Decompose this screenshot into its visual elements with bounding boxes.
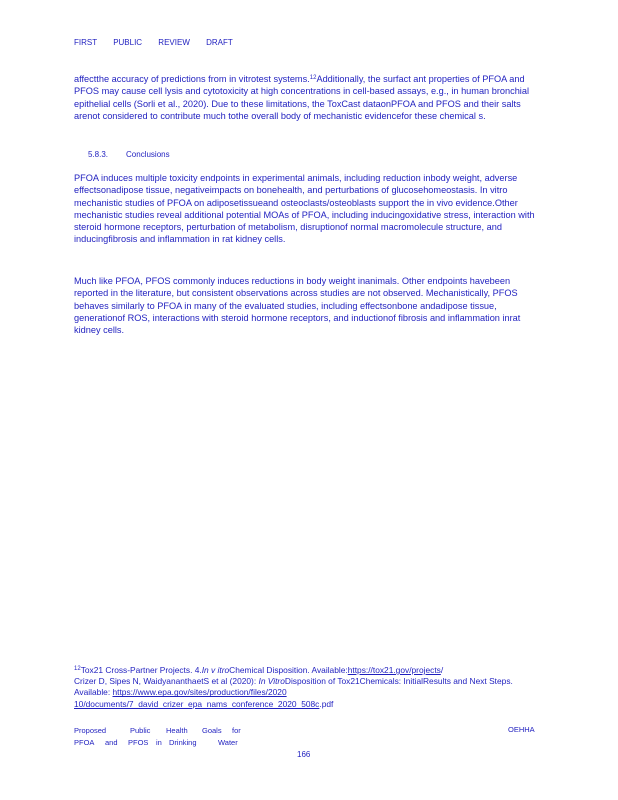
footnote-crizer: [74, 676, 544, 710]
footer-word: Public: [130, 726, 151, 735]
footnote-block: [74, 665, 544, 710]
footnote-12: [74, 665, 544, 676]
fn2-text-post: Disposition of Tox21Chemicals: InitialResults and Next Steps. Available:: [74, 676, 513, 698]
footnote-ref-12[interactable]: 12: [309, 75, 317, 81]
paragraph-toxcast-limitations: [74, 73, 544, 122]
footer-word: Goals: [202, 726, 222, 735]
section-number: 5.8.3.: [88, 150, 109, 159]
footer-document-title: [74, 725, 241, 749]
footer-word: and: [105, 738, 118, 747]
footer-word: Proposed: [74, 726, 107, 735]
paragraph-pfoa-conclusions: PFOA induces multiple toxicity endpoints in experimental animals, including reduction inbody weight, adverse effectsonadipose tissue, negativeimpacts on bonehealth, and perturbations of glucosehomeostasis. In vitro mechanistic studies of PFOA on adiposetissueand osteoclasts/osteoblasts support the in vivo evidence.Other mechanistic studies reveal additional potential MOAs of PFOA, including inducingoxidative stress, interaction with steroid hormone receptors, perturbation of metabolism, disruptionof normal macromolecule structure, and inducingfibrosis and inflammation in rat kidney cells.: [74, 173, 535, 245]
page-number: 166: [297, 750, 311, 759]
draft-header: FIRST PUBLIC REVIEW DRAFT: [74, 38, 233, 47]
footnote-number: 12: [74, 666, 81, 672]
epa-crizer-link-part1[interactable]: https://www.epa.gov/sites/production/files/2020: [112, 687, 287, 698]
footer-word: PFOS: [128, 738, 149, 747]
section-title: Conclusions: [126, 150, 170, 159]
para1-text-b: Additionally, the surfact ant properties of PFOA and PFOS may cause cell lysis and cytotoxicity at high concentrations in cell-based assays, e.g., in human bronchial epithelial cells (Sorli et al., 2020). Due to these limitations, the ToxCast dataonPFOA and PFOS and their salts arenot considered to contribute much tothe overall body of mechanistic evidencefor these chemical s.: [74, 74, 530, 121]
fn1-end: /: [440, 665, 444, 675]
footer-word: Health: [166, 726, 188, 735]
tox21-projects-link[interactable]: https://tox21.gov/projects: [347, 665, 441, 675]
section-heading: [88, 150, 188, 159]
footer-word: Drinking: [169, 738, 197, 747]
footer-word: Water: [218, 738, 238, 747]
footer-agency: OEHHA: [508, 725, 535, 734]
epa-crizer-link-part2[interactable]: 10/documents/7_david_crizer_epa_nams_conference_2020_508c: [74, 698, 320, 709]
fn1-italic: In v itro: [201, 665, 230, 675]
footer-word: PFOA: [74, 738, 95, 747]
footer-word: for: [232, 726, 241, 735]
fn2-italic: In Vitro: [258, 676, 285, 687]
fn2-text: Crizer D, Sipes N, WaidyananthaetS et al (2020):: [74, 676, 259, 687]
paragraph-pfos-conclusions: Much like PFOA, PFOS commonly induces reductions in body weight inanimals. Other endpoints havebeen reported in the literature, but consistent observations across studies are not observed. Mechanistically, PFOS behaves similarly to PFOA in many of the evaluated studies, including effectsonbone andadipose tissue, generationof ROS, interactions with steroid hormone receptors, and inductionof fibrosis and inflammation inrat kidney cells.: [74, 276, 521, 336]
para1-text-a: affectthe accuracy of predictions from in vitrotest systems.: [74, 74, 310, 84]
fn1-text-post: Chemical Disposition. Available:: [229, 665, 348, 675]
footer-word: in: [156, 738, 162, 747]
fn1-text: Tox21 Cross-Partner Projects. 4.: [80, 665, 202, 675]
fn2-end: .pdf: [319, 698, 334, 709]
